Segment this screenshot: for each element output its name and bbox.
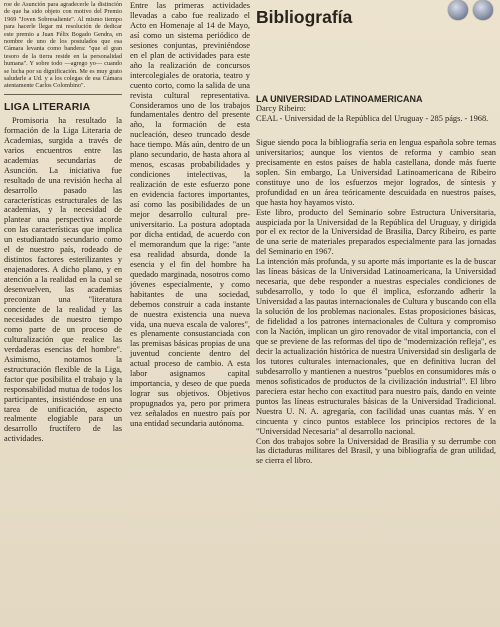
book-author: Darcy Ribeiro: [256,104,307,113]
column-right [256,0,496,466]
review-paragraph-1: Sigue siendo poca la bibliografía seria en lengua española sobre temas universitarios; aunque los vientos de reforma y cambio sean precisamente en estos países de habla castellana, donde más fuerte soplen. Sin embargo, La Universidad Latinoamericana de Ribeiro constituye uno de los esfuerzos mejor logrados, de síntesis y profundidad en un área teóricamente descuidada en nuestros países, que hasta hoy hayamos visto. [256,137,496,207]
circular-seal-icon [448,0,468,20]
review-paragraph-4: Con dos trabajos sobre la Universidad de Brasilia y su derrumbe con las dictaduras militares del Brasil, y una bibliografía de gran utilidad, se cierra el libro. [256,436,496,466]
liga-literaria-heading: LIGA LITERARIA [4,100,91,113]
letter-continuation: roe de Asunción para agradecerle la distinción de que ha sido objeto con motivo del Premio 1969 "Joven Sobresaliente". Al mismo tiempo para hacerle llegar mi resolución de dedicar este premio a Juan Félix Bogado Gendra, en nombre de uno de los postulados que esa Cámara levanta como bandera: "que el gran tesoro de la tierra reside en la personalidad humana". Y sobre todo —agrego yo— cuando se lucha por su dignificación. Me es muy grato saludarle a Ud. y a los colegas de esa Cámara atentamente Carlos Colombino". [4,1,122,90]
book-reference [256,104,496,124]
review-paragraph-2: Este libro, producto del Seminario sobre Estructura Universitaria, auspiciada por la Universidad de la República del Uruguay, y dirigida por el ex rector de la Universidad de Brasilia, Darcy Ribeiro, es parte de una serie de materiales preparados especialmente para las jornadas del Seminario en 1967. [256,207,496,257]
column-left [4,0,122,444]
review-paragraph-3: La intención más profunda, y su aporte más importante es la de buscar las líneas básicas de la Universidad Latinoamericana, la Universidad necesaria, que debe responder a nuestras especiales condiciones de subdesarrollo, y todo lo que él implica, esforzando adherir la Universidad a las pautas internacionales de Cultura y buscando con ella la solución de los problemas nacionales. Estas proposiciones básicas, de fidelidad a los patrones internacionales de Cultura y compromiso con la Nación, implican un giro renovador de vital importancia, con el que se previene de las reformas del tipo de "modernización refleja", es decir la actualización histórica de nuestra Universidad sin desligarla de los tutores culturales internacionales, que en definitiva lucran del subdesarrollo y mantienen a nuestros "pueblos en consumidores más o menos sofisticados de productos de la civilización industrial". El libro pareciera estar hecho con exactitud para nuestro país, dando en veinte puntos las líneas estructurales básicas de la Universidad Tradicional. Nuestra U. N. A. agregaría, con facilidad unas cuantas más. Y en cincuenta y cinco puntos establece los principios rectores de la "Universidad Necesaria" al desarrollo nacional. [256,257,497,436]
bibliografia-title: Bibliografía [256,7,353,27]
column-middle [130,0,250,429]
liga-literaria-continuation: Entre las primeras actividades llevadas a cabo fue realizado el Acto en Homenaje al 14 de Mayo, así como un sistema periódico de sesiones conjuntas, previniéndose en el plan de actividades para este año la realización de concursos intercolegiales de oratoria, teatro y cuento corto, como la salida de una revista cultural representativa. Consideramos uno de los trabajos fundamentales dentro del presente año, la formación de esta nucleación, deseo truncado desde hace tiempo. Más aún, dentro de un plano secundario, de hasta ahora al menos, escasas probabilidades y condiciones intelectivas, la realización de este esfuerzo pone en evidencia factores importantes, así como las posibilidades de un mejor desarrollo cultural pre-universitario. La postura adoptada por dicha entidad, de acuerdo con el memorandum que la rige: "ante esa realidad absurda, donde la esencia y el fin del hombre ha quedado marginada, nosotros como jóvenes especialmente, y como habitantes de una sociedad, debemos construir a cada instante de nuestra existencia una nueva vida, una nueva escala de valores", es plenamente consustanciada con las premisas básicas propias de una juventud conciente dentro del actual proceso de cambio. A esta labor asignamos capital importancia, y deseo de que pueda lograr sus objetivos. Objetivos propugnados ya, pero por primera vez señalados en nuestro país por una entidad secundaria autónoma. [130,1,250,429]
book-title: LA UNIVERSIDAD LATINOAMERICANA [256,94,423,104]
page-badges [448,0,493,20]
circular-seal-icon [473,0,493,20]
liga-literaria-body: Promisoria ha resultado la formación de la Liga Literaria de Academias, surgida a través de varios encuentros entre las academias secundarias de Asunción. La iniciativa fue resultado de una revisión hecha al desarrollo pasado las características estructurales de las academias, y la necesidad de plantear una perspectiva acorde con las características que implica un estudiantado secundario como el de nuestro país, rodeado de distintos factores esterilizantes y enajenadores. A dicho plano, y en atención a la realidad en la cual se desenvuelven, las academias preconizan una "literatura conciente de la realidad y las necesidades de nuestro tiempo como parte de un proceso de culturalización que realice las verdaderas esencias del hombre". Asimismo, notamos la estructuración flexible de la Liga, factor que posibilita el trabajo y la responsabilidad mutua de todos los participantes, insistiéndose en una tarea de unificación, aspecto realmente elogiable para un desarrollo fructífero de las actividades. [4,115,122,444]
divider [4,94,122,95]
book-publisher: CEAL - Universidad de la República del Uruguay - 285 págs. - 1968. [256,113,489,123]
